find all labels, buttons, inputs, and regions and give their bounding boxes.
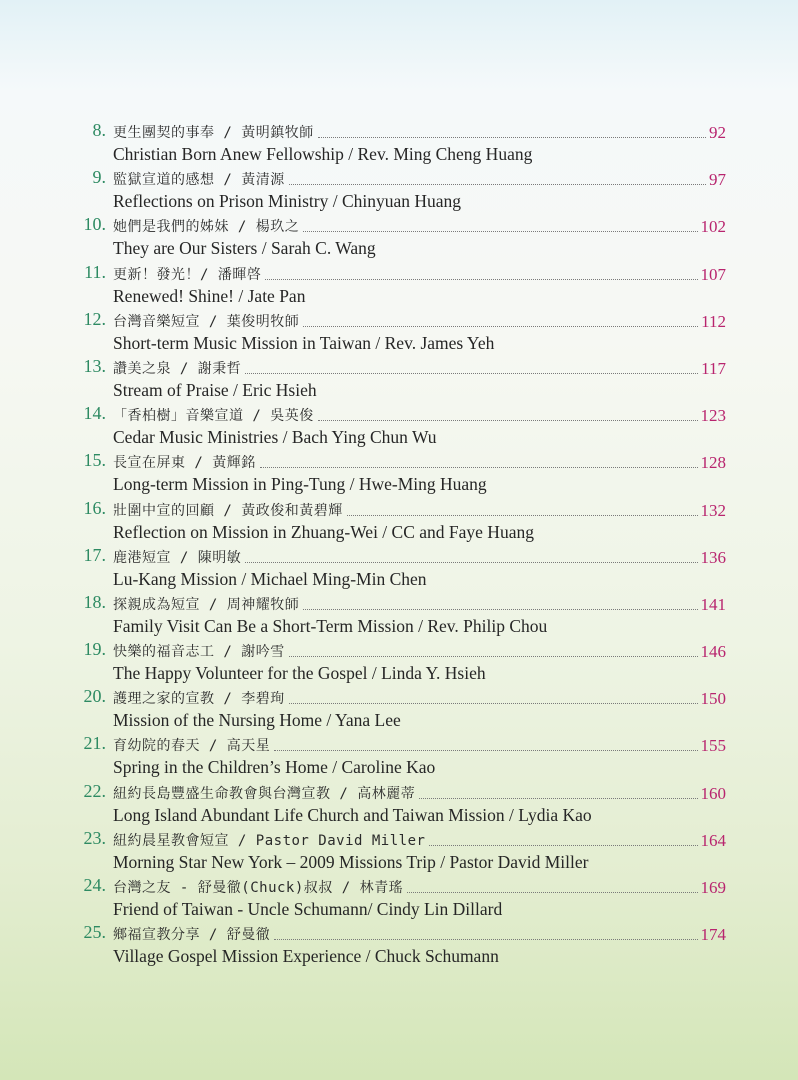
entry-number: 14. bbox=[83, 403, 106, 424]
entry-title-line bbox=[113, 781, 726, 803]
toc-entry[interactable] bbox=[76, 867, 726, 919]
toc-entry[interactable] bbox=[76, 537, 726, 589]
entry-english-title: Family Visit Can Be a Short-Term Mission / Rev. Philip Chou bbox=[113, 615, 548, 636]
entry-page-number[interactable]: 164 bbox=[700, 830, 726, 850]
toc-entry[interactable] bbox=[76, 678, 726, 731]
entry-page-number[interactable]: 123 bbox=[700, 406, 726, 426]
dot-leader bbox=[289, 184, 706, 185]
dot-leader bbox=[289, 703, 698, 704]
entry-page-number[interactable]: 112 bbox=[701, 311, 726, 331]
entry-english-title: Morning Star New York – 2009 Missions Trip / Pastor David Miller bbox=[113, 851, 589, 872]
entry-number: 15. bbox=[83, 450, 106, 471]
entry-title-line bbox=[113, 686, 726, 708]
entry-number: 18. bbox=[83, 591, 106, 612]
dot-leader bbox=[245, 373, 698, 374]
entry-english-title: Friend of Taiwan - Uncle Schumann/ Cindy Lin Dillard bbox=[113, 899, 503, 919]
toc-entry[interactable] bbox=[76, 725, 726, 778]
entry-chinese-title: 育幼院的春天 / 高天星 bbox=[113, 738, 271, 755]
toc-entry[interactable] bbox=[76, 914, 726, 967]
entry-page-number[interactable]: 102 bbox=[700, 217, 726, 237]
toc-entry[interactable] bbox=[76, 206, 726, 259]
entry-english-title: Mission of the Nursing Home / Yana Lee bbox=[113, 710, 401, 731]
entry-page-number[interactable]: 136 bbox=[700, 547, 726, 567]
entry-number: 24. bbox=[83, 875, 106, 895]
toc-entry[interactable] bbox=[76, 584, 726, 636]
entry-number: 21. bbox=[83, 733, 106, 754]
entry-english-title: Lu-Kang Mission / Michael Ming-Min Chen bbox=[113, 568, 427, 589]
entry-number: 25. bbox=[83, 922, 106, 943]
toc-entry[interactable] bbox=[76, 112, 726, 164]
toc-entry[interactable] bbox=[76, 820, 726, 872]
entry-title-line bbox=[113, 403, 726, 425]
entry-number: 20. bbox=[83, 686, 106, 707]
entry-english-title: Stream of Praise / Eric Hsieh bbox=[113, 379, 317, 400]
entry-english-title: The Happy Volunteer for the Gospel / Linda Y. Hsieh bbox=[113, 663, 486, 684]
entry-english-title: Village Gospel Mission Experience / Chuck Schumann bbox=[113, 946, 499, 967]
dot-leader bbox=[303, 326, 698, 327]
toc-entry[interactable] bbox=[76, 254, 726, 306]
entry-page-number[interactable]: 97 bbox=[709, 170, 726, 190]
entry-page-number[interactable]: 141 bbox=[700, 594, 726, 614]
entry-page-number[interactable]: 146 bbox=[700, 642, 726, 662]
entry-number: 19. bbox=[83, 639, 106, 660]
dot-leader bbox=[245, 562, 697, 563]
entry-page-number[interactable]: 107 bbox=[700, 264, 726, 284]
entry-chinese-title: 更新！發光！/ 潘暉啓 bbox=[113, 266, 262, 283]
entry-chinese-title: 讚美之泉 / 謝秉哲 bbox=[113, 360, 242, 377]
dot-leader bbox=[289, 656, 698, 657]
entry-title-line bbox=[113, 450, 726, 472]
entry-page-number[interactable]: 150 bbox=[700, 689, 726, 709]
dot-leader bbox=[318, 137, 706, 138]
entry-title-line bbox=[113, 733, 726, 755]
toc-entry[interactable] bbox=[76, 773, 726, 825]
dot-leader bbox=[274, 750, 697, 751]
toc-entry[interactable] bbox=[76, 301, 726, 353]
toc-entry[interactable] bbox=[76, 348, 726, 400]
entry-page-number[interactable]: 92 bbox=[709, 123, 726, 142]
entry-title-line bbox=[113, 639, 726, 661]
entry-chinese-title: 鹿港短宣 / 陳明敏 bbox=[113, 549, 242, 566]
entry-english-title: Cedar Music Ministries / Bach Ying Chun Wu bbox=[113, 427, 437, 448]
entry-number: 9. bbox=[92, 167, 106, 188]
dot-leader bbox=[347, 515, 698, 516]
entry-page-number[interactable]: 128 bbox=[700, 453, 726, 473]
entry-page-number[interactable]: 132 bbox=[700, 500, 726, 520]
toc-entry[interactable] bbox=[76, 395, 726, 448]
dot-leader bbox=[260, 467, 698, 468]
entry-chinese-title: 壯圍中宣的回顧 / 黃政俊和黃碧輝 bbox=[113, 502, 343, 519]
entry-english-title: Renewed! Shine! / Jate Pan bbox=[113, 285, 306, 306]
entry-english-title: Christian Born Anew Fellowship / Rev. Ming Cheng Huang bbox=[113, 144, 533, 164]
toc-entry[interactable] bbox=[76, 442, 726, 495]
entry-chinese-title: 台灣之友 - 舒曼徹(Chuck)叔叔 / 林青瑤 bbox=[113, 880, 404, 896]
entry-chinese-title: 「香柏樹」音樂宣道 / 吳英俊 bbox=[113, 408, 314, 425]
entry-page-number[interactable]: 155 bbox=[700, 736, 726, 756]
toc-entry[interactable] bbox=[76, 159, 726, 212]
entry-chinese-title: 監獄宣道的感想 / 黃清源 bbox=[113, 172, 285, 189]
entry-page-number[interactable]: 117 bbox=[701, 358, 726, 378]
entry-title-line bbox=[113, 356, 726, 378]
entry-title-line bbox=[113, 875, 726, 897]
entry-number: 8. bbox=[92, 120, 106, 140]
entry-english-title: Spring in the Children’s Home / Caroline Kao bbox=[113, 757, 436, 778]
entry-number: 13. bbox=[83, 355, 106, 376]
entry-number: 12. bbox=[83, 308, 106, 329]
entry-english-title: Reflections on Prison Ministry / Chinyuan Huang bbox=[113, 191, 462, 212]
entry-title-line bbox=[113, 922, 726, 944]
entry-title-line bbox=[113, 498, 726, 520]
dot-leader bbox=[429, 845, 697, 846]
entry-number: 16. bbox=[83, 497, 106, 518]
entry-title-line bbox=[113, 309, 726, 331]
entry-chinese-title: 護理之家的宣教 / 李碧珣 bbox=[113, 691, 285, 708]
entry-number: 17. bbox=[83, 544, 106, 565]
entry-title-line bbox=[113, 828, 726, 850]
entry-english-title: Long-term Mission in Ping-Tung / Hwe-Ming Huang bbox=[113, 474, 487, 495]
dot-leader bbox=[265, 279, 697, 280]
entry-chinese-title: 紐約晨星教會短宣 / Pastor David Miller bbox=[113, 832, 426, 849]
entry-chinese-title: 更生團契的事奉 / 黃明鎮牧師 bbox=[113, 125, 314, 141]
entry-title-line bbox=[113, 167, 726, 189]
entry-english-title: Long Island Abundant Life Church and Taiwan Mission / Lydia Kao bbox=[113, 804, 592, 825]
entry-chinese-title: 長宣在屏東 / 黃輝銘 bbox=[113, 455, 256, 472]
dot-leader bbox=[274, 939, 697, 940]
entry-page-number[interactable]: 169 bbox=[700, 878, 726, 897]
dot-leader bbox=[303, 609, 697, 610]
entry-title-line bbox=[113, 262, 726, 284]
entry-title-line bbox=[113, 545, 726, 567]
dot-leader bbox=[419, 798, 697, 799]
entry-number: 11. bbox=[84, 261, 106, 282]
entry-page-number[interactable]: 174 bbox=[700, 925, 726, 945]
dot-leader bbox=[318, 420, 698, 421]
toc-entry[interactable] bbox=[76, 631, 726, 684]
table-of-contents bbox=[76, 112, 726, 967]
entry-number: 10. bbox=[83, 214, 106, 235]
dot-leader bbox=[407, 892, 697, 893]
entry-title-line bbox=[113, 120, 726, 142]
entry-english-title: They are Our Sisters / Sarah C. Wang bbox=[113, 238, 376, 259]
entry-chinese-title: 她們是我們的姊妹 / 楊玖之 bbox=[113, 219, 300, 236]
entry-chinese-title: 台灣音樂短宣 / 葉俊明牧師 bbox=[113, 313, 300, 330]
entry-chinese-title: 探親成為短宣 / 周神耀牧師 bbox=[113, 596, 300, 613]
entry-chinese-title: 鄉福宣教分享 / 舒曼徹 bbox=[113, 927, 271, 944]
entry-page-number[interactable]: 160 bbox=[700, 783, 726, 803]
entry-english-title: Reflection on Mission in Zhuang-Wei / CC and Faye Huang bbox=[113, 521, 534, 542]
entry-chinese-title: 紐約長島豐盛生命教會與台灣宣教 / 高林麗蒂 bbox=[113, 785, 416, 802]
toc-entry[interactable] bbox=[76, 490, 726, 542]
entry-english-title: Short-term Music Mission in Taiwan / Rev. James Yeh bbox=[113, 332, 495, 353]
entry-number: 23. bbox=[83, 827, 106, 848]
entry-number: 22. bbox=[83, 780, 106, 801]
dot-leader bbox=[303, 231, 697, 232]
entry-title-line bbox=[113, 592, 726, 614]
entry-title-line bbox=[113, 214, 726, 236]
entry-chinese-title: 快樂的福音志工 / 謝吟雪 bbox=[113, 644, 285, 661]
